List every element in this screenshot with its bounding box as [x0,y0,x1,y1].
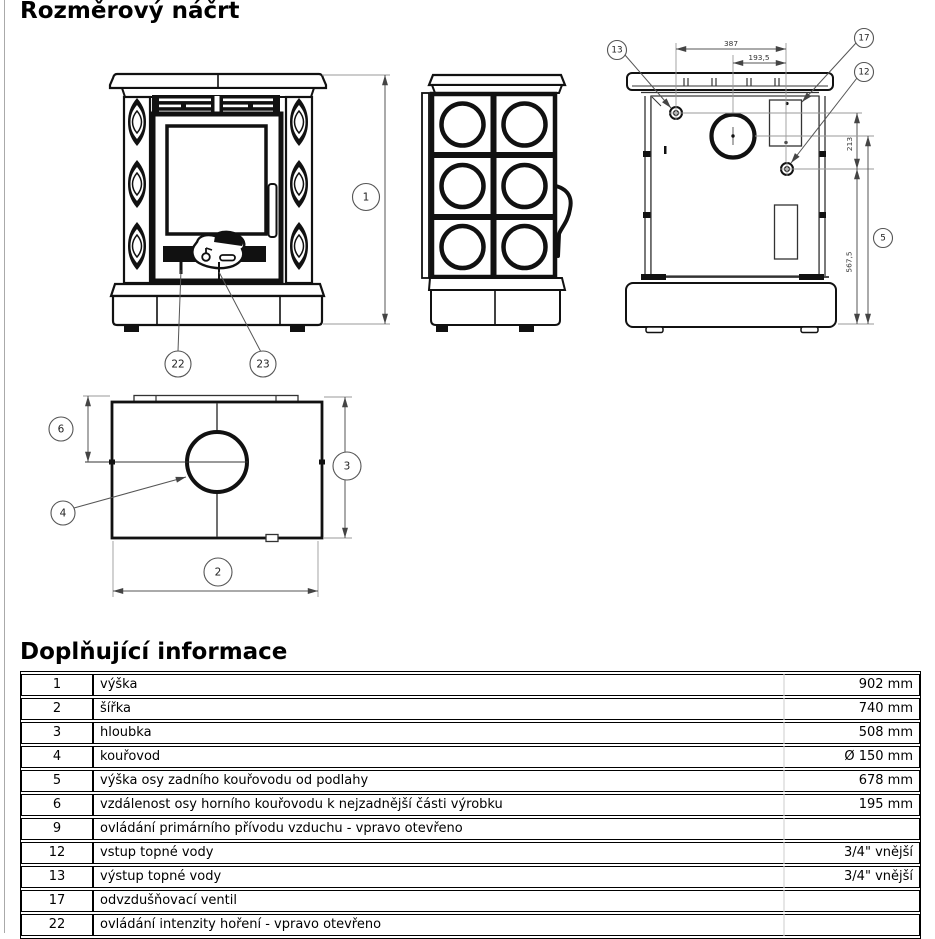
section-title-additional-info: Doplňující informace [20,639,288,665]
row-value-cell: 740 mm [784,698,920,720]
row-number-cell: 6 [21,794,93,816]
stove-foot [436,325,448,332]
row-label-cell: ovládání primárního přívodu vzduchu - vpravo otevřeno [93,818,784,840]
vent-valve-panel [770,100,802,146]
row-value-cell: 3/4" vnější [784,866,920,888]
table-row [21,770,920,792]
stove-foot [290,325,305,332]
svg-text:4: 4 [59,507,67,520]
table-row [21,866,920,888]
door-handle [269,184,277,237]
table-row [21,674,920,696]
row-label-cell: vzdálenost osy horního kouřovodu k nejzadnější části výrobku [93,794,784,816]
svg-text:213: 213 [845,136,854,152]
top-view-drawing [49,396,361,598]
row-label-cell: ovládání intenzity hoření - vpravo otevřeno [93,914,784,936]
door-glass [167,126,266,234]
svg-text:3: 3 [343,460,351,473]
stove-foot [646,327,663,333]
row-label-cell: výška [93,674,784,696]
additional-info-table [20,671,921,939]
side-view-drawing [422,75,571,332]
rear-access-panel [775,205,798,259]
dim-flue-to-back-6 [49,396,110,462]
front-view-drawing [110,74,390,377]
row-number-cell: 22 [21,914,93,936]
svg-text:2: 2 [214,566,222,579]
row-value-cell [784,890,920,912]
row-number-cell: 13 [21,866,93,888]
rear-view-drawing [608,29,893,333]
water-outlet-fitting-13 [669,106,683,120]
row-label-cell: odvzdušňovací ventil [93,890,784,912]
table-row [21,842,920,864]
row-label-cell: výška osy zadního kouřovodu od podlahy [93,770,784,792]
table-row [21,794,920,816]
svg-text:193,5: 193,5 [748,53,770,62]
row-value-cell [784,818,920,840]
row-number-cell: 9 [21,818,93,840]
row-label-cell: vstup topné vody [93,842,784,864]
table-row [21,818,920,840]
row-label-cell: hloubka [93,722,784,744]
row-number-cell: 1 [21,674,93,696]
row-label-cell: kouřovod [93,746,784,768]
svg-text:5: 5 [880,233,886,244]
flue-outlet [712,115,755,158]
row-value-cell: Ø 150 mm [784,746,920,768]
table-row [21,890,920,912]
stove-foot [801,327,818,333]
dim-depth-3 [324,397,361,538]
svg-text:17: 17 [858,33,870,44]
dim-width-2 [113,541,318,597]
stove-foot [124,325,139,332]
svg-text:23: 23 [256,358,270,371]
side-door-handle [556,186,571,256]
row-label-cell: šířka [93,698,784,720]
top-grille [152,95,280,114]
table-row [21,698,920,720]
row-value-cell: 902 mm [784,674,920,696]
stove-foot [519,325,534,332]
row-value-cell: 678 mm [784,770,920,792]
svg-text:22: 22 [171,358,185,371]
svg-text:567,5: 567,5 [844,251,854,273]
svg-text:387: 387 [723,39,739,48]
row-value-cell: 195 mm [784,794,920,816]
dim-rear-567-5 [838,169,874,324]
table-row [21,722,920,744]
row-number-cell: 4 [21,746,93,768]
row-number-cell: 3 [21,722,93,744]
row-label-cell: výstup topné vody [93,866,784,888]
row-value-cell: 508 mm [784,722,920,744]
table-row [21,746,920,768]
svg-text:6: 6 [57,423,65,436]
water-inlet-fitting-12 [780,162,794,176]
dim-total-height [322,75,390,324]
row-number-cell: 2 [21,698,93,720]
row-number-cell: 5 [21,770,93,792]
row-value-cell: 3/4" vnější [784,842,920,864]
row-number-cell: 17 [21,890,93,912]
row-number-cell: 12 [21,842,93,864]
svg-text:1: 1 [362,191,370,204]
section-title-dimensional-sketch: Rozměrový náčrt [20,0,240,24]
svg-text:13: 13 [611,45,623,56]
svg-text:12: 12 [858,67,870,78]
